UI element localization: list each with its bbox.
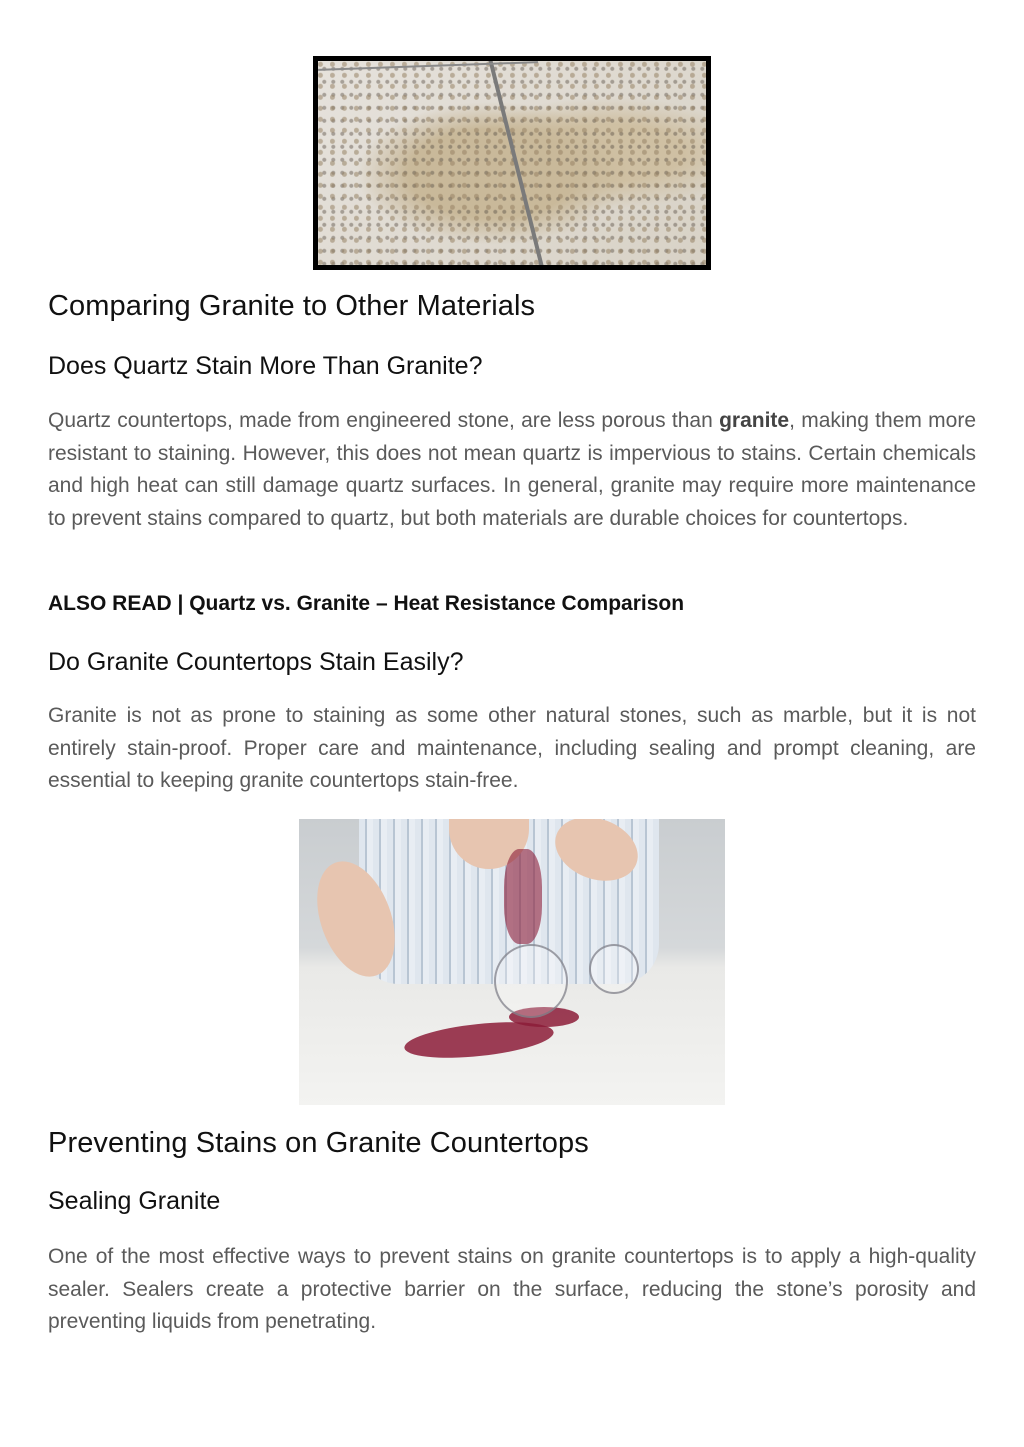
heading-sealing-granite: Sealing Granite: [48, 1187, 221, 1215]
glass-bowl: [494, 944, 568, 1018]
paragraph-sealing: One of the most effective ways to prevent stains on granite countertops is to apply a high-quality sealer. Sealers create a protective barrier on the surface, reducing the stone’s porosity and preventing liquids from penetrating.: [48, 1245, 976, 1334]
heading-comparing-granite: Comparing Granite to Other Materials: [48, 290, 536, 322]
heading-quartz-stain: Does Quartz Stain More Than Granite?: [48, 352, 483, 380]
also-read-link[interactable]: ALSO READ | Quartz vs. Granite – Heat Resistance Comparison: [48, 592, 685, 615]
heading-preventing-stains: Preventing Stains on Granite Countertops: [48, 1127, 589, 1159]
paragraph-quartz-end: , making them more resistant to staining. However, this does not mean quartz is impervious to stains. Certain chemicals and high heat can still damage quartz surfaces. In general, granite may require more maintenance to prevent stains compared to quartz, but both materials are durable choices for countertops.: [48, 409, 976, 530]
shirt-stain: [504, 849, 542, 944]
tile-edge: [318, 61, 538, 71]
paragraph-quartz: [48, 405, 976, 535]
paragraph-granite-stain: Granite is not as prone to staining as some other natural stones, such as marble, but it is not entirely stain-proof. Proper care and maintenance, including sealing and prompt cleaning, are essential to keeping granite countertops stain-free.: [48, 704, 976, 793]
paragraph-quartz-start: Quartz countertops, made from engineered stone, are less porous than: [48, 409, 720, 432]
tile-seam: [485, 56, 552, 270]
granite-link[interactable]: granite: [719, 409, 790, 432]
granite-tile-stain-image: [313, 56, 711, 270]
heading-granite-stain-easily: Do Granite Countertops Stain Easily?: [48, 648, 464, 676]
glass-base: [589, 944, 639, 994]
wine-spill-image: [299, 819, 725, 1105]
